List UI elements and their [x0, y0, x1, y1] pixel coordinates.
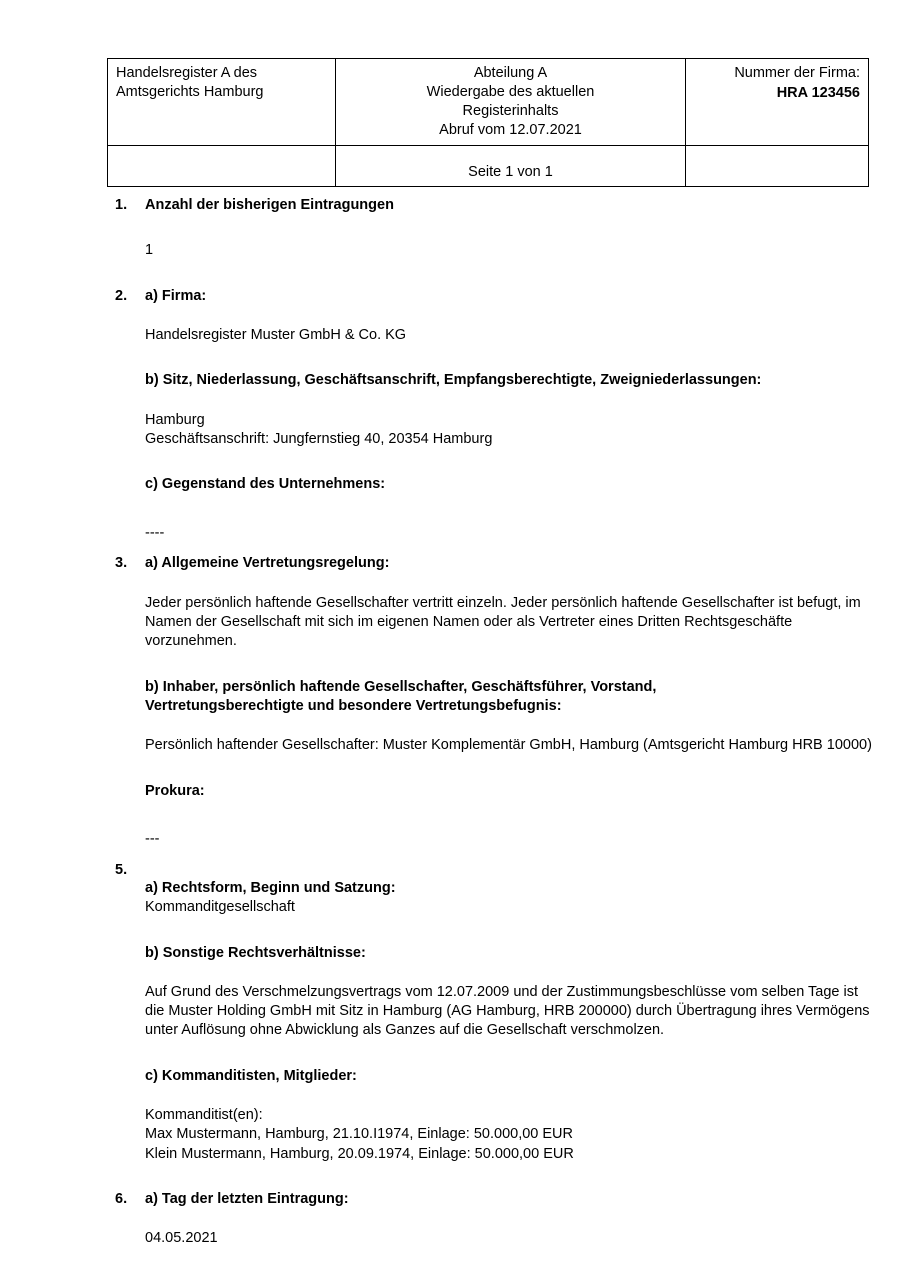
section-5b-heading: b) Sonstige Rechtsverhältnisse: [145, 944, 366, 961]
header-row-main [108, 59, 869, 146]
section-3b-heading-line-1: b) Inhaber, persönlich haftende Gesellschafter, Geschäftsführer, Vorstand, [145, 678, 657, 695]
spacer [0, 1164, 900, 1190]
section-3a-body-wrap [0, 594, 900, 652]
section-1-body-wrap [0, 241, 900, 260]
header-cell-empty-right [686, 146, 869, 187]
section-3 [0, 554, 900, 573]
prokura-heading: Prokura: [145, 782, 205, 799]
section-prokura-body-wrap [0, 832, 900, 848]
section-5c [0, 1067, 900, 1086]
section-2c [0, 475, 900, 494]
section-2 [0, 287, 900, 306]
spacer [0, 215, 900, 241]
section-6-number: 6. [115, 1191, 128, 1208]
section-5b-body-wrap [0, 983, 900, 1041]
section-5-number: 5. [115, 861, 128, 878]
header-cell-empty-left [108, 146, 336, 187]
retrieval-date: Abruf vom 12.07.2021 [439, 121, 582, 138]
spacer [0, 1086, 900, 1106]
section-1-heading: Anzahl der bisherigen Eintragungen [145, 197, 394, 213]
representation-rules: Jeder persönlich haftende Gesellschafter vertritt einzeln. Jeder persönlich haftende Gesellschafter ist befugt, im Namen der Gesellschaft mit sich im eigenen Namen oder als Vertreter eines Dritten Rechtsgeschäfte vorzunehmen. [145, 594, 861, 650]
section-5c-heading: c) Kommanditisten, Mitglieder: [145, 1067, 357, 1084]
last-entry-date: 04.05.2021 [145, 1230, 218, 1247]
spacer [0, 716, 900, 736]
spacer [0, 495, 900, 526]
limited-partner-1: Max Mustermann, Hamburg, 21.10.I1974, Einlage: 50.000,00 EUR [145, 1126, 573, 1143]
section-5 [0, 861, 900, 918]
spacer [0, 1041, 900, 1067]
register-content [0, 196, 900, 1249]
section-2-number: 2. [115, 287, 128, 304]
section-2b [0, 371, 900, 390]
content-line-1: Wiedergabe des aktuellen [426, 83, 595, 100]
spacer [0, 574, 900, 594]
spacer [0, 801, 900, 832]
section-2c-body-wrap [0, 526, 900, 542]
register-header-table [107, 58, 869, 187]
header-cell-court [108, 59, 336, 146]
legal-form: Kommanditgesellschaft [145, 899, 295, 916]
section-2c-empty-marker: ---- [145, 524, 165, 541]
spacer [0, 306, 900, 326]
header-cell-firm-number [686, 59, 869, 146]
section-6a-body-wrap [0, 1229, 900, 1248]
section-prokura [0, 782, 900, 801]
spacer [0, 652, 900, 678]
firm-number-value: HRA 123456 [776, 84, 860, 101]
business-address: Geschäftsanschrift: Jungfernstieg 40, 20354 Hamburg [145, 430, 493, 447]
header-row-page [108, 146, 869, 187]
header-cell-department [336, 59, 686, 146]
general-partner: Persönlich haftender Gesellschafter: Muster Komplementär GmbH, Hamburg (Amtsgericht Hamburg HRB 10000) [145, 737, 872, 754]
section-3a-heading: a) Allgemeine Vertretungsregelung: [145, 555, 390, 572]
section-1-count: 1 [145, 242, 154, 259]
section-6 [0, 1190, 900, 1209]
section-2a-heading: a) Firma: [145, 287, 207, 304]
spacer [0, 1209, 900, 1229]
department-label: Abteilung A [473, 65, 548, 81]
section-3b [0, 678, 900, 717]
section-6a-heading: a) Tag der letzten Eintragung: [145, 1191, 349, 1208]
spacer [0, 848, 900, 861]
prokura-empty-marker: --- [145, 830, 160, 847]
court-line-1: Handelsregister A des [116, 65, 258, 81]
page-indicator: Seite 1 von 1 [336, 146, 686, 187]
spacer [0, 963, 900, 983]
section-5a-heading: a) Rechtsform, Beginn und Satzung: [145, 879, 396, 896]
section-3b-heading-line-2: Vertretungsberechtigte und besondere Vertretungsbefugnis: [145, 698, 562, 715]
content-line-2: Registerinhalts [462, 102, 559, 119]
spacer [0, 261, 900, 287]
section-1-number: 1. [115, 197, 128, 213]
spacer [0, 756, 900, 782]
firm-number-label: Nummer der Firma: [734, 65, 860, 81]
spacer [0, 449, 900, 475]
section-2b-heading: b) Sitz, Niederlassung, Geschäftsanschrift, Empfangsberechtigte, Zweigniederlassungen: [145, 372, 762, 389]
section-2c-heading: c) Gegenstand des Unternehmens: [145, 476, 386, 493]
section-3b-body-wrap [0, 736, 900, 755]
court-line-2: Amtsgerichts Hamburg [116, 83, 264, 100]
section-5b [0, 944, 900, 963]
limited-partners-label: Kommanditist(en): [145, 1107, 263, 1124]
section-3-number: 3. [115, 555, 128, 572]
section-2a-body-wrap [0, 326, 900, 345]
spacer [0, 541, 900, 554]
section-5-number-spacer [145, 861, 875, 879]
section-1 [0, 196, 900, 215]
spacer [0, 345, 900, 371]
section-5c-body-wrap [0, 1106, 900, 1164]
spacer [0, 391, 900, 411]
spacer [0, 918, 900, 944]
limited-partner-2: Klein Mustermann, Hamburg, 20.09.1974, Einlage: 50.000,00 EUR [145, 1145, 574, 1162]
company-name: Handelsregister Muster GmbH & Co. KG [145, 326, 407, 343]
merger-notice: Auf Grund des Verschmelzungsvertrags vom 12.07.2009 und der Zustimmungsbeschlüsse vom selben Tage ist die Muster Holding GmbH mit Sitz in Hamburg (AG Hamburg, HRB 200000) durch Übertragung ihres Vermögens unter Auflösung ohne Abwicklung als Ganzes auf die Gesellschaft verschmolzen. [145, 983, 870, 1039]
section-2b-body-wrap [0, 411, 900, 450]
registered-seat: Hamburg [145, 411, 205, 428]
